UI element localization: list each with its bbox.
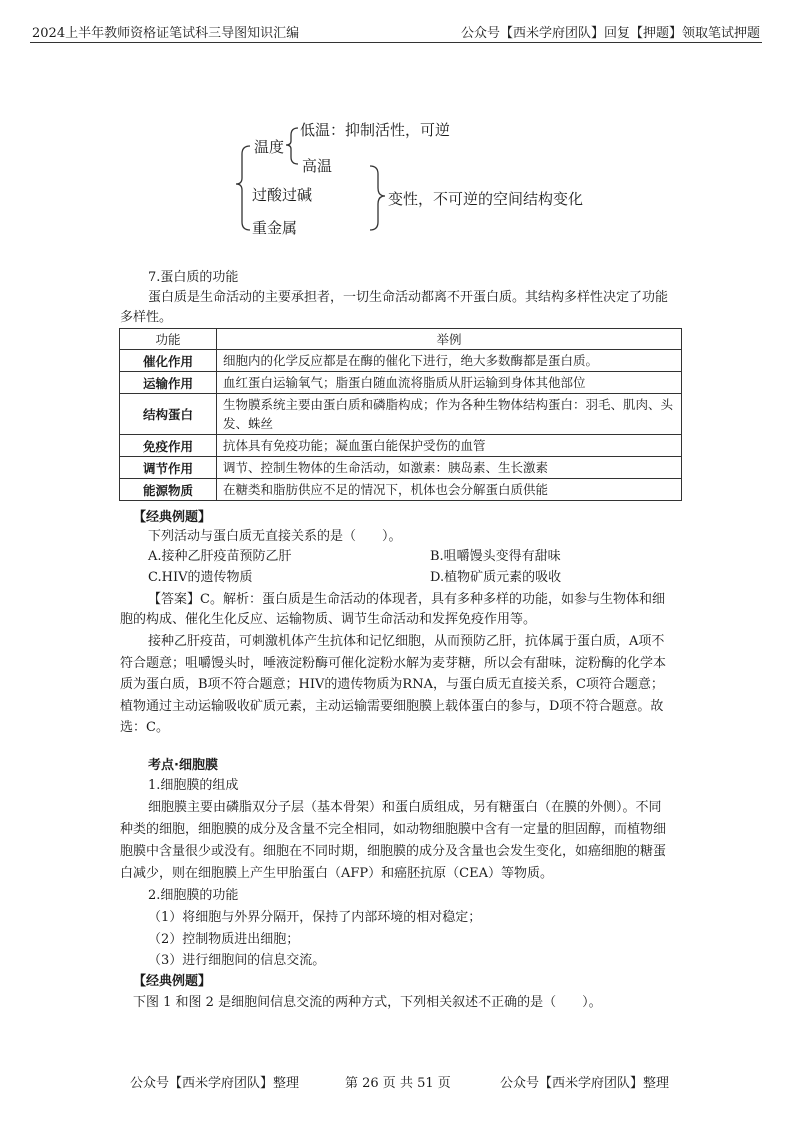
- function-cell: 催化作用: [120, 350, 217, 372]
- example-question: 下列活动与蛋白质无直接关系的是（ ）。: [148, 529, 402, 544]
- table-header-cell: 举例: [217, 329, 682, 350]
- function-cell: 能源物质: [120, 479, 217, 501]
- function-cell: 免疫作用: [120, 435, 217, 457]
- header-divider: [30, 42, 762, 43]
- option-d: D.植物矿质元素的吸收: [430, 570, 562, 585]
- membrane-function-item: （1）将细胞与外界分隔开，保持了内部环境的相对稳定；: [148, 910, 482, 925]
- section-intro-line: 多样性。: [120, 310, 173, 325]
- membrane-paragraph-line: 胞膜中含量很少或没有。细胞在不同时期，细胞膜的成分及含量也会发生变化，如癌细胞的糖蛋: [120, 844, 667, 859]
- example-label: 【经典例题】: [133, 510, 212, 525]
- footer-right: 公众号【西米学府团队】整理: [500, 1076, 670, 1091]
- protein-function-table: [119, 328, 682, 501]
- explanation-line: 接种乙肝疫苗，可刺激机体产生抗体和记忆细胞，从而预防乙肝，抗体属于蛋白质，A项不: [148, 634, 665, 649]
- membrane-paragraph-line: 白减少，则在细胞膜上产生甲胎蛋白（AFP）和癌胚抗原（CEA）等物质。: [120, 866, 553, 881]
- membrane-paragraph-line: 种类的细胞，细胞膜的成分及含量不完全相同，如动物细胞膜中含有一定量的胆固醇，而植物细: [120, 822, 667, 837]
- table-row: [120, 350, 682, 372]
- option-b: B.咀嚼馒头变得有甜味: [430, 549, 561, 564]
- explanation-line: 选：C。: [120, 720, 169, 735]
- footer-left: 公众号【西米学府团队】整理: [130, 1076, 300, 1091]
- explanation-line: 植物通过主动运输吸收矿质元素，主动运输需要细胞膜上载体蛋白的参与，D项不符合题意。故: [120, 699, 664, 714]
- example-cell: 生物膜系统主要由蛋白质和磷脂构成；作为各种生物体结构蛋白：羽毛、肌肉、头发、蛛丝: [217, 394, 682, 435]
- diagram-denature: 变性，不可逆的空间结构变化: [388, 190, 584, 208]
- page-number: 第 26 页 共 51 页: [345, 1076, 451, 1091]
- table-row: [120, 435, 682, 457]
- diagram-low-temp: 低温：抑制活性，可逆: [300, 121, 451, 139]
- diagram-acid-base: 过酸过碱: [252, 186, 313, 204]
- example-cell: 抗体具有免疫功能；凝血蛋白能保护受伤的血管: [217, 435, 682, 457]
- diagram-temperature: 温度: [254, 138, 285, 156]
- explanation-line: 符合题意；咀嚼馒头时，唾液淀粉酶可催化淀粉水解为麦芽糖，所以会有甜味，淀粉酶的化学本: [120, 656, 667, 671]
- answer-line: 胞的构成、催化生化反应、运输物质、调节生命活动和发挥免疫作用等。: [120, 612, 537, 627]
- membrane-subtitle: 2.细胞膜的功能: [148, 888, 239, 903]
- diagram-heavy-metal: 重金属: [252, 219, 298, 237]
- function-cell: 结构蛋白: [120, 394, 217, 435]
- example-cell: 调节、控制生物体的生命活动，如激素：胰岛素、生长激素: [217, 457, 682, 479]
- table-row: [120, 457, 682, 479]
- table-header-cell: 功能: [120, 329, 217, 350]
- membrane-paragraph-line: 细胞膜主要由磷脂双分子层（基本骨架）和蛋白质组成，另有糖蛋白（在膜的外侧）。不同: [148, 800, 662, 815]
- header-left-title: 2024上半年教师资格证笔试科三导图知识汇编: [32, 26, 300, 41]
- example-label: 【经典例题】: [133, 974, 212, 989]
- denaturation-diagram: [236, 116, 616, 246]
- header-right-note: 公众号【西米学府团队】回复【押题】领取笔试押题: [460, 26, 760, 41]
- table-row: [120, 372, 682, 394]
- function-cell: 调节作用: [120, 457, 217, 479]
- option-c: C.HIV的遗传物质: [148, 570, 253, 585]
- table-row: [120, 394, 682, 435]
- section-intro-line: 蛋白质是生命活动的主要承担者，一切生命活动都离不开蛋白质。其结构多样性决定了功能: [148, 290, 669, 305]
- table-header-row: [120, 329, 682, 350]
- table-row: [120, 479, 682, 501]
- membrane-title: 考点·细胞膜: [148, 758, 218, 773]
- answer-line: 【答案】C。解析：蛋白质是生命活动的体现者，具有多种多样的功能，如参与生物体和细: [148, 592, 665, 607]
- diagram-high-temp: 高温: [302, 157, 333, 175]
- example-cell: 在糖类和脂肪供应不足的情况下，机体也会分解蛋白质供能: [217, 479, 682, 501]
- section-title: 7.蛋白质的功能: [148, 270, 239, 285]
- option-a: A.接种乙肝疫苗预防乙肝: [148, 549, 292, 564]
- membrane-subtitle: 1.细胞膜的组成: [148, 778, 239, 793]
- membrane-function-item: （2）控制物质进出细胞；: [148, 932, 300, 947]
- example-cell: 细胞内的化学反应都是在酶的催化下进行，绝大多数酶都是蛋白质。: [217, 350, 682, 372]
- example-question: 下图 1 和图 2 是细胞间信息交流的两种方式，下列相关叙述不正确的是（ ）。: [133, 995, 602, 1010]
- explanation-line: 质为蛋白质，B项不符合题意；HIV的遗传物质为RNA，与蛋白质无直接关系，C项符合题意；: [120, 677, 664, 692]
- example-cell: 血红蛋白运输氧气；脂蛋白随血流将脂质从肝运输到身体其他部位: [217, 372, 682, 394]
- function-cell: 运输作用: [120, 372, 217, 394]
- membrane-function-item: （3）进行细胞间的信息交流。: [148, 953, 326, 968]
